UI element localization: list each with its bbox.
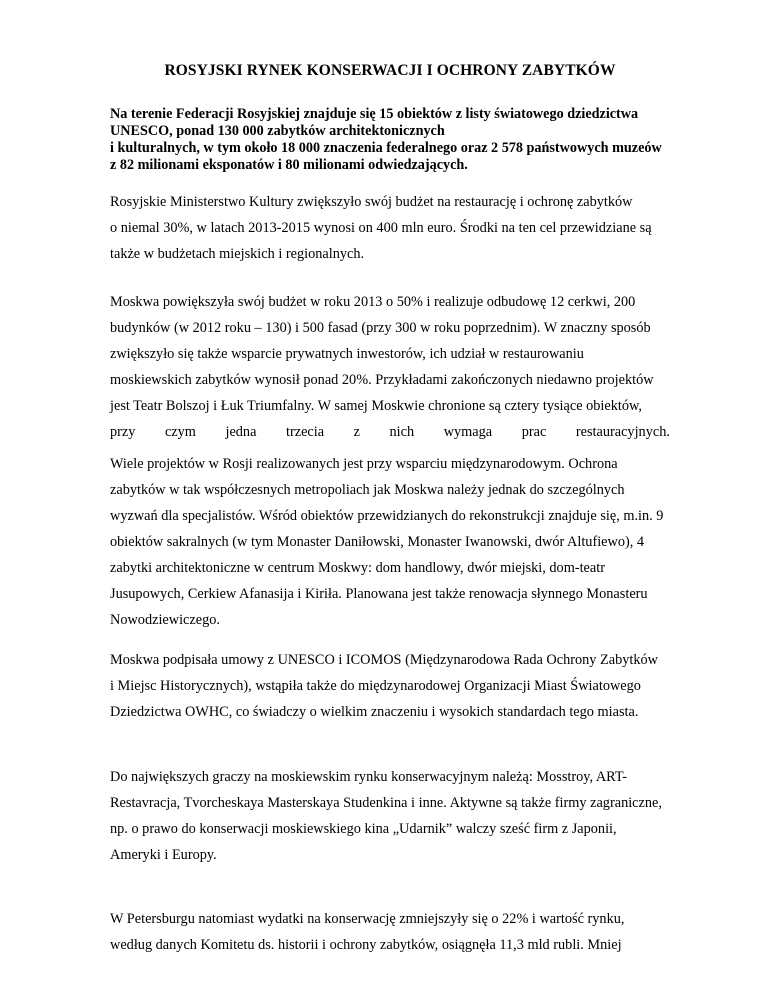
text-line: obiektów sakralnych (w tym Monaster Daniłowski, Monaster Iwanowski, dwór Altufiewo), 4 [110, 534, 645, 550]
justified-line [110, 419, 670, 445]
text-line: Moskwa powiększyła swój budżet w roku 2013 o 50% i realizuje odbudowę 12 cerkwi, 200 [110, 294, 636, 310]
paragraph-international-support [110, 451, 670, 633]
text-line: zabytków w tak współczesnych metropoliach jak Moskwa należy jednak do szczególnych [110, 482, 625, 498]
text-line: zabytki architektoniczne w centrum Moskwy: dom handlowy, dwór miejski, dom-teatr [110, 560, 605, 576]
word: prac [521, 424, 547, 440]
word: jedna [225, 424, 257, 440]
text-line: Ameryki i Europy. [110, 847, 217, 863]
intro-line: i kulturalnych, w tym około 18 000 znaczenia federalnego oraz 2 578 państwowych muzeów [110, 140, 662, 156]
word: nich [389, 424, 415, 440]
text-line: zwiększyło się także wsparcie prywatnych inwestorów, ich udział w restaurowaniu [110, 346, 584, 362]
word: czym [164, 424, 196, 440]
text-line: Dziedzictwa OWHC, co świadczy o wielkim znaczeniu i wysokich standardach tego miasta. [110, 704, 639, 720]
text-line: moskiewskich zabytków wynosił ponad 20%. Przykładami zakończonych niedawno projektów [110, 372, 654, 388]
text-line: o niemal 30%, w latach 2013-2015 wynosi on 400 mln euro. Środki na ten cel przewidziane są [110, 220, 652, 236]
paragraph-petersburg [110, 906, 670, 958]
paragraph-market-players [110, 764, 670, 868]
text-line: Moskwa podpisała umowy z UNESCO i ICOMOS (Międzynarodowa Rada Ochrony Zabytków [110, 652, 658, 668]
word: restauracyjnych. [575, 424, 670, 440]
word: z [353, 424, 360, 440]
text-line: Rosyjskie Ministerstwo Kultury zwiększyło swój budżet na restaurację i ochronę zabytków [110, 194, 633, 210]
text-line: budynków (w 2012 roku – 130) i 500 fasad (przy 300 w roku poprzednim). W znaczny sposób [110, 320, 651, 336]
intro-summary [110, 106, 670, 174]
intro-line: z 82 milionami eksponatów i 80 milionami odwiedzających. [110, 157, 468, 173]
text-line: Nowodziewiczego. [110, 612, 220, 628]
intro-line: Na terenie Federacji Rosyjskiej znajduje się 15 obiektów z listy światowego dziedzictwa [110, 106, 639, 122]
text-line: Do największych graczy na moskiewskim rynku konserwacyjnym należą: Mosstroy, ART- [110, 769, 628, 785]
text-line: także w budżetach miejskich i regionalnych. [110, 246, 365, 262]
text-line: według danych Komitetu ds. historii i ochrony zabytków, osiągnęła 11,3 mld rubli. Mniej [110, 937, 622, 953]
text-line: W Petersburgu natomiast wydatki na konserwację zmniejszyły się o 22% i wartość rynku, [110, 911, 625, 927]
text-line: Jusupowych, Cerkiew Afanasija i Kiriła. Planowana jest także renowacja słynnego Monasteru [110, 586, 648, 602]
text-line: np. o prawo do konserwacji moskiewskiego kina „Udarnik” walczy sześć firm z Japonii, [110, 821, 617, 837]
paragraph-moscow-budget [110, 289, 670, 445]
page-title: ROSYJSKI RYNEK KONSERWACJI I OCHRONY ZABYTKÓW [164, 62, 616, 79]
paragraph-unesco-agreements [110, 647, 670, 725]
intro-line: UNESCO, ponad 130 000 zabytków architektonicznych [110, 123, 445, 139]
paragraph-ministry-budget [110, 189, 670, 267]
text-line: Restavracja, Tvorcheskaya Masterskaya Studenkina i inne. Aktywne są także firmy zagraniczne, [110, 795, 662, 811]
word: przy [110, 424, 136, 440]
text-line: Wiele projektów w Rosji realizowanych jest przy wsparciu międzynarodowym. Ochrona [110, 456, 618, 472]
word: wymaga [443, 424, 493, 440]
text-line: wyzwań dla specjalistów. Wśród obiektów przewidzianych do rekonstrukcji znajduje się, m.in. 9 [110, 508, 664, 524]
text-line: i Miejsc Historycznych), wstąpiła także do międzynarodowej Organizacji Miast Światowego [110, 678, 641, 694]
word: trzecia [285, 424, 325, 440]
text-line: jest Teatr Bolszoj i Łuk Triumfalny. W samej Moskwie chronione są cztery tysiące obiektów, [110, 398, 642, 414]
